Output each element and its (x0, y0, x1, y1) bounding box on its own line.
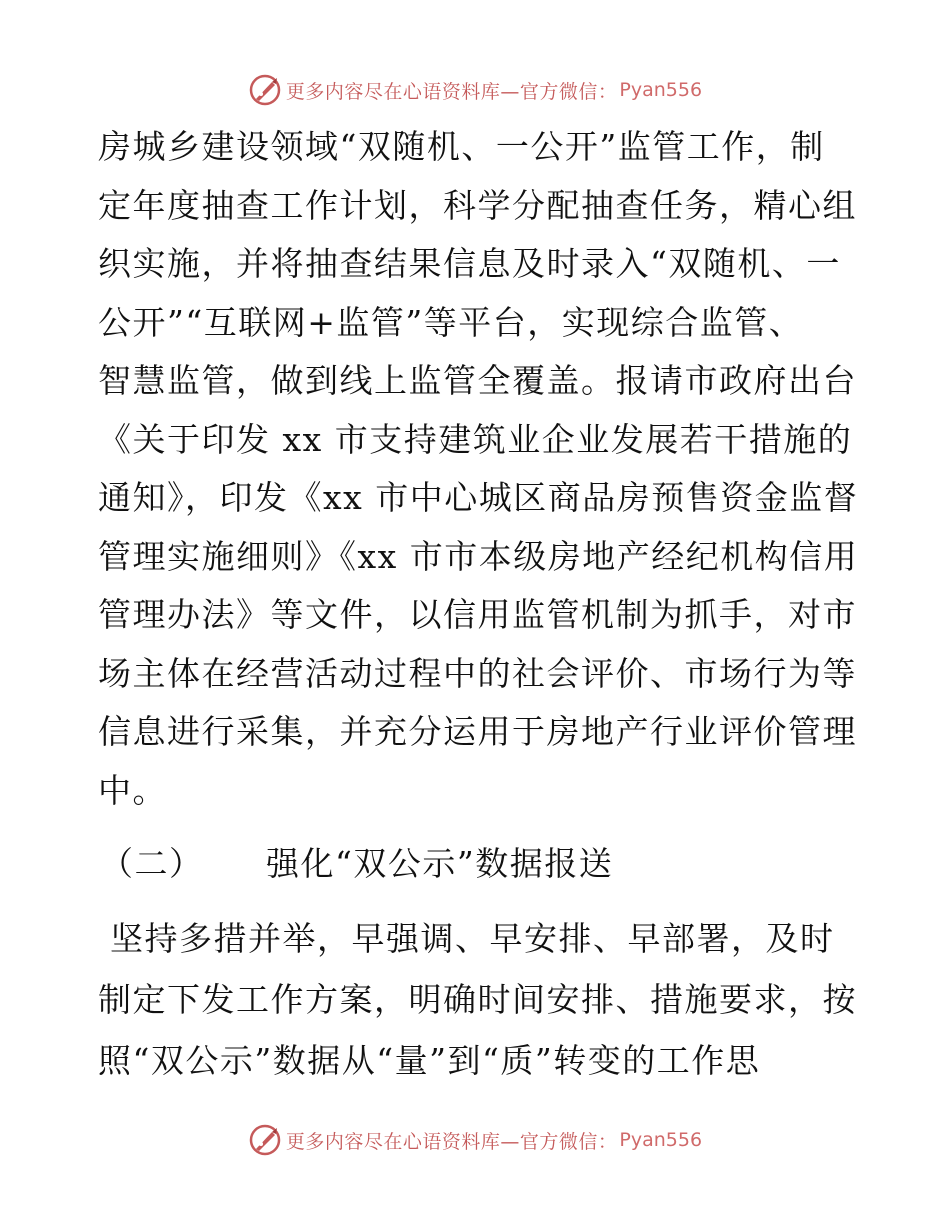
watermark-text: 更多内容尽在心语资料库—官方微信： (285, 1130, 618, 1153)
watermark-text: 更多内容尽在心语资料库—官方微信： (285, 80, 618, 103)
watermark-header (0, 70, 950, 110)
paragraph-2 (98, 908, 858, 1091)
text-line: 场主体在经营活动过程中的社会评价、市场行为等 (98, 653, 857, 693)
watermark-handle: Pyan556 (619, 79, 703, 101)
text-line: 房城乡建设领域“双随机、一公开”监管工作，制 (98, 127, 825, 166)
text-line: 制定下发工作方案，明确时间安排、措施要求，按 (98, 980, 857, 1019)
watermark-handle: Pyan556 (619, 1129, 703, 1151)
section-heading (100, 835, 613, 893)
watermark-footer (0, 1120, 950, 1160)
text-line: 通知》，印发《xx 市中心城区商品房预售资金监督 (98, 478, 859, 517)
paragraph-1 (98, 118, 858, 820)
section-number: （二） (100, 844, 204, 883)
text-line: 管理实施细则》《xx 市市本级房地产经纪机构信用 (98, 536, 859, 576)
text-line: 信息进行采集，并充分运用于房地产行业评价管理 (98, 712, 857, 751)
text-line: 《关于印发 xx 市支持建筑业企业发展若干措施的 (98, 419, 853, 459)
quill-logo-icon (248, 73, 282, 107)
text-line: 照“双公示”数据从“量”到“质”转变的工作思 (98, 1041, 761, 1080)
text-line: 公开”“互联网+监管”等平台，实现综合监管、 (98, 302, 804, 342)
text-line: 智慧监管，做到线上监管全覆盖。报请市政府出台 (98, 361, 857, 400)
text-line: 管理办法》等文件，以信用监管机制为抓手，对市 (98, 595, 857, 634)
text-line: 中。 (98, 770, 167, 810)
text-line: 定年度抽查工作计划，科学分配抽查任务，精心组 (98, 185, 857, 225)
text-line: 坚持多措并举，早强调、早安排、早部署，及时 (98, 919, 835, 958)
quill-logo-icon (248, 1123, 282, 1157)
section-title: 强化“双公示”数据报送 (266, 844, 614, 883)
text-line: 织实施，并将抽查结果信息及时录入“双随机、一 (98, 244, 841, 283)
